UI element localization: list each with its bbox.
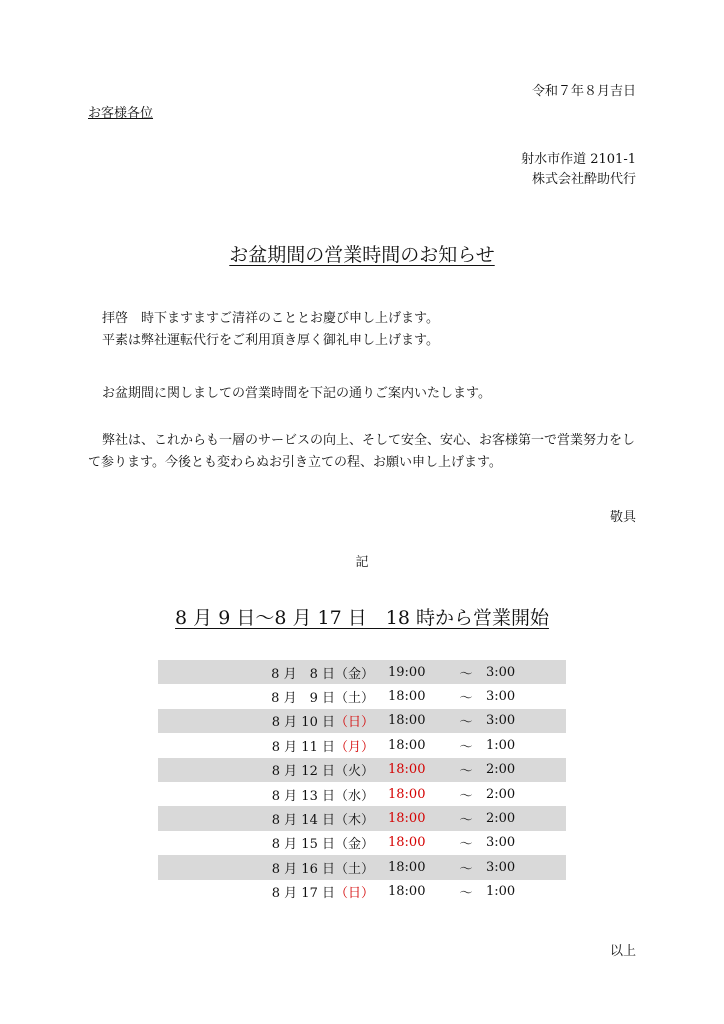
- schedule-weekday: （日）: [334, 715, 374, 731]
- schedule-end-time: 3:00: [486, 859, 516, 875]
- schedule-date-cell: [158, 806, 374, 830]
- table-row: [158, 758, 566, 782]
- intro-paragraph: お盆期間に関しましての営業時間を下記の通りご案内いたします。: [102, 386, 491, 401]
- schedule-weekday: （金）: [334, 666, 374, 682]
- schedule-start-time: 18:00: [388, 811, 426, 827]
- schedule-date: 8 月 11 日: [271, 739, 335, 755]
- table-row: [158, 684, 566, 708]
- schedule-date-cell: [158, 855, 374, 879]
- schedule-start-time: 18:00: [388, 713, 426, 729]
- schedule-end-time: 1:00: [486, 737, 516, 753]
- schedule-end-time: 2:00: [486, 786, 516, 802]
- greeting-paragraph: 拝啓 時下ますますご清祥のこととお慶び申し上げます。: [102, 311, 439, 326]
- schedule-range-separator: ～: [459, 691, 473, 707]
- table-row: [158, 782, 566, 806]
- schedule-table: [158, 660, 566, 904]
- schedule-start-time: 18:00: [388, 786, 426, 802]
- schedule-date: 8 月 9 日: [271, 691, 335, 707]
- schedule-weekday: （水）: [334, 788, 374, 804]
- schedule-range-separator: ～: [459, 813, 473, 829]
- table-row: [158, 831, 566, 855]
- schedule-date-cell: [158, 831, 374, 855]
- notice-title: お盆期間の営業時間のお知らせ: [229, 244, 495, 266]
- schedule-range-separator: ～: [459, 739, 473, 755]
- schedule-start-time: 18:00: [388, 689, 426, 705]
- table-row: [158, 733, 566, 757]
- schedule-weekday: （月）: [334, 739, 374, 755]
- schedule-date: 8 月 16 日: [271, 861, 335, 877]
- schedule-weekday: （土）: [334, 861, 374, 877]
- schedule-date-cell: [158, 880, 374, 904]
- schedule-start-time: 18:00: [388, 859, 426, 875]
- closing-word: 敬具: [609, 510, 636, 525]
- schedule-end-time: 3:00: [486, 835, 516, 851]
- schedule-date: 8 月 12 日: [271, 764, 335, 780]
- schedule-date-cell: [158, 758, 374, 782]
- schedule-date: 8 月 13 日: [271, 788, 335, 804]
- schedule-weekday: （日）: [334, 886, 374, 902]
- schedule-start-time: 18:00: [388, 835, 426, 851]
- thanks-paragraph: 平素は弊社運転代行をご利用頂き厚く御礼申し上げます。: [102, 333, 439, 348]
- schedule-start-time: 18:00: [388, 762, 426, 778]
- end-mark: 以上: [609, 944, 636, 959]
- table-row: [158, 880, 566, 904]
- schedule-headline: 8 月 9 日～8 月 17 日 18 時から営業開始: [175, 607, 549, 629]
- schedule-date-cell: [158, 709, 374, 733]
- schedule-weekday: （火）: [334, 764, 374, 780]
- table-row: [158, 855, 566, 879]
- schedule-end-time: 3:00: [486, 664, 516, 680]
- schedule-range-separator: ～: [459, 666, 473, 682]
- schedule-range-separator: ～: [459, 715, 473, 731]
- schedule-date: 8 月 8 日: [271, 666, 335, 682]
- schedule-start-time: 18:00: [388, 884, 426, 900]
- schedule-date: 8 月 14 日: [271, 813, 335, 829]
- sender-address: 射水市作道 2101-1: [521, 152, 636, 167]
- schedule-date: 8 月 15 日: [271, 837, 335, 853]
- table-row: [158, 660, 566, 684]
- table-row: [158, 806, 566, 830]
- schedule-range-separator: ～: [459, 788, 473, 804]
- commitment-paragraph: 弊社は、これからも一層のサービスの向上、そして安全、安心、お客様第一で営業努力をして参ります。今後とも変わらぬお引き立ての程、お願い申し上げます。: [88, 433, 636, 470]
- schedule-date: 8 月 17 日: [271, 886, 335, 902]
- schedule-weekday: （木）: [334, 813, 374, 829]
- schedule-end-time: 2:00: [486, 762, 516, 778]
- schedule-range-separator: ～: [459, 886, 473, 902]
- document-date: 令和７年８月吉日: [531, 84, 636, 99]
- schedule-weekday: （土）: [334, 691, 374, 707]
- table-row: [158, 709, 566, 733]
- schedule-date-cell: [158, 733, 374, 757]
- schedule-date: 8 月 10 日: [271, 715, 335, 731]
- recipient: お客様各位: [88, 106, 154, 121]
- sender-company: 株式会社酔助代行: [531, 172, 636, 187]
- schedule-end-time: 2:00: [486, 811, 516, 827]
- schedule-start-time: 18:00: [388, 737, 426, 753]
- schedule-end-time: 1:00: [486, 884, 516, 900]
- schedule-range-separator: ～: [459, 837, 473, 853]
- schedule-date-cell: [158, 782, 374, 806]
- schedule-date-cell: [158, 660, 374, 684]
- schedule-range-separator: ～: [459, 861, 473, 877]
- schedule-start-time: 19:00: [388, 664, 426, 680]
- ki-mark: 記: [355, 555, 369, 570]
- schedule-end-time: 3:00: [486, 689, 516, 705]
- schedule-range-separator: ～: [459, 764, 473, 780]
- schedule-end-time: 3:00: [486, 713, 516, 729]
- schedule-date-cell: [158, 684, 374, 708]
- schedule-weekday: （金）: [334, 837, 374, 853]
